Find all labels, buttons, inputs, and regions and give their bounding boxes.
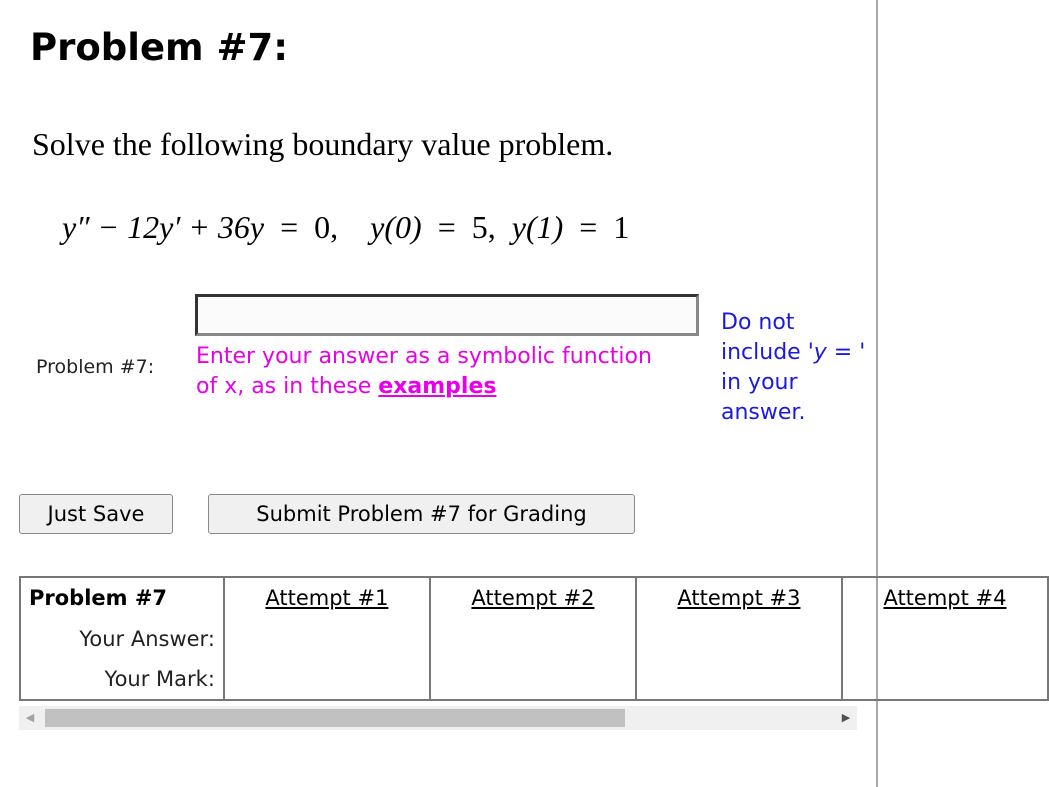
- format-note-suffix: = ' in your answer.: [721, 340, 866, 425]
- table-header-problem: Problem #7: [20, 577, 224, 618]
- your-answer-label: Your Answer:: [20, 618, 224, 659]
- format-note: [721, 308, 871, 428]
- answer-cell-4: [842, 618, 1048, 659]
- answer-cell-3: [636, 618, 842, 659]
- scroll-right-icon[interactable]: ▶: [841, 711, 851, 724]
- format-note-prefix: Do not include ': [721, 310, 814, 365]
- attempt-link-1[interactable]: Attempt #1: [265, 586, 389, 610]
- equation-lhs: y″ − 12y′ + 36y: [62, 209, 265, 245]
- attempt-link-3[interactable]: Attempt #3: [677, 586, 801, 610]
- attempts-table-container: [19, 576, 1007, 700]
- submit-button[interactable]: Submit Problem #7 for Grading: [208, 494, 635, 534]
- table-row: [20, 618, 1048, 659]
- mark-cell-2: [430, 659, 636, 700]
- table-header-row: [20, 577, 1048, 618]
- answer-hint: [196, 342, 666, 402]
- boundary-condition-1-lhs: y(0): [370, 209, 422, 245]
- horizontal-scrollbar[interactable]: [19, 706, 857, 730]
- table-row: [20, 659, 1048, 700]
- attempt-header-3: [636, 577, 842, 618]
- boundary-condition-2-value: 1: [613, 209, 630, 245]
- equation-equals: =: [280, 209, 299, 245]
- boundary-condition-2-lhs: y(1): [511, 209, 564, 245]
- attempts-table: [19, 576, 1049, 701]
- attempt-link-2[interactable]: Attempt #2: [471, 586, 595, 610]
- answer-label: Problem #7:: [36, 356, 155, 378]
- scrollbar-thumb[interactable]: [45, 709, 625, 727]
- just-save-button[interactable]: Just Save: [19, 494, 173, 534]
- equation-rhs: 0,: [314, 209, 339, 245]
- page-title: Problem #7:: [30, 26, 289, 69]
- attempt-header-2: [430, 577, 636, 618]
- attempt-link-4[interactable]: Attempt #4: [883, 586, 1007, 610]
- answer-hint-text: Enter your answer as a symbolic function of x, as in these: [196, 344, 652, 399]
- mark-cell-1: [224, 659, 430, 700]
- boundary-condition-2-equals: =: [579, 209, 598, 245]
- answer-cell-1: [224, 618, 430, 659]
- problem-statement: Solve the following boundary value problem.: [32, 126, 614, 162]
- scroll-left-icon[interactable]: ◀: [25, 711, 35, 724]
- attempt-header-1: [224, 577, 430, 618]
- boundary-condition-1-equals: =: [437, 209, 456, 245]
- attempt-header-4: [842, 577, 1048, 618]
- answer-input[interactable]: [195, 294, 699, 336]
- format-note-variable: y: [813, 340, 827, 365]
- boundary-condition-1-value: 5,: [471, 209, 496, 245]
- mark-cell-3: [636, 659, 842, 700]
- your-mark-label: Your Mark:: [20, 659, 224, 700]
- examples-link[interactable]: examples: [378, 374, 497, 399]
- equation: [62, 209, 629, 246]
- answer-cell-2: [430, 618, 636, 659]
- mark-cell-4: [842, 659, 1048, 700]
